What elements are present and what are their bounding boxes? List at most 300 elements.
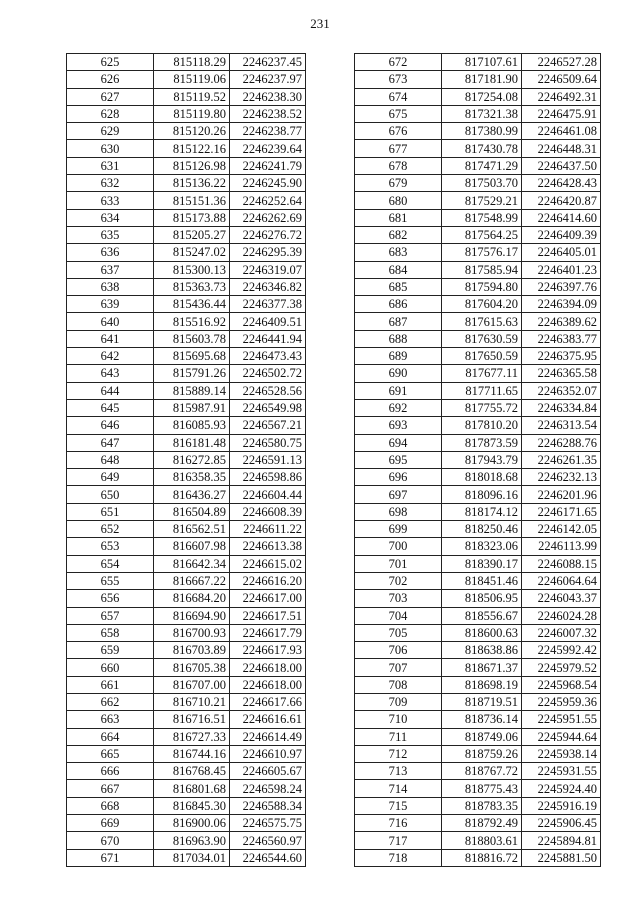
y-coordinate-cell: 2245979.52 [522, 659, 601, 676]
y-coordinate-cell: 2246588.34 [230, 797, 306, 814]
y-coordinate-cell: 2246405.01 [522, 244, 601, 261]
point-number-cell: 686 [355, 296, 442, 313]
x-coordinate-cell: 817630.59 [442, 330, 522, 347]
point-number-cell: 641 [67, 330, 154, 347]
point-number-cell: 701 [355, 555, 442, 572]
x-coordinate-cell: 815300.13 [154, 261, 230, 278]
y-coordinate-cell: 2246238.77 [230, 123, 306, 140]
table-row [355, 226, 601, 243]
table-row [355, 71, 601, 88]
point-number-cell: 711 [355, 728, 442, 745]
table-row [67, 71, 306, 88]
y-coordinate-cell: 2246262.69 [230, 209, 306, 226]
table-row [67, 399, 306, 416]
x-coordinate-cell: 817034.01 [154, 849, 230, 866]
y-coordinate-cell: 2246238.30 [230, 88, 306, 105]
y-coordinate-cell: 2246334.84 [522, 399, 601, 416]
y-coordinate-cell: 2246475.91 [522, 105, 601, 122]
table-row [67, 365, 306, 382]
coordinates-table-right [354, 53, 601, 867]
table-row [67, 382, 306, 399]
point-number-cell: 629 [67, 123, 154, 140]
y-coordinate-cell: 2245924.40 [522, 780, 601, 797]
table-row [67, 175, 306, 192]
y-coordinate-cell: 2245959.36 [522, 693, 601, 710]
y-coordinate-cell: 2246604.44 [230, 486, 306, 503]
x-coordinate-cell: 816963.90 [154, 832, 230, 849]
point-number-cell: 716 [355, 815, 442, 832]
y-coordinate-cell: 2246232.13 [522, 469, 601, 486]
table-row [67, 486, 306, 503]
table-row [67, 797, 306, 814]
y-coordinate-cell: 2245931.55 [522, 763, 601, 780]
table-row [355, 711, 601, 728]
table-row [355, 486, 601, 503]
x-coordinate-cell: 815151.36 [154, 192, 230, 209]
y-coordinate-cell: 2246295.39 [230, 244, 306, 261]
table-row [67, 849, 306, 866]
table-row [355, 607, 601, 624]
table-row [355, 624, 601, 641]
point-number-cell: 684 [355, 261, 442, 278]
x-coordinate-cell: 818018.68 [442, 469, 522, 486]
y-coordinate-cell: 2246064.64 [522, 572, 601, 589]
y-coordinate-cell: 2245894.81 [522, 832, 601, 849]
y-coordinate-cell: 2246409.51 [230, 313, 306, 330]
y-coordinate-cell: 2246615.02 [230, 555, 306, 572]
x-coordinate-cell: 816705.38 [154, 659, 230, 676]
x-coordinate-cell: 817711.65 [442, 382, 522, 399]
x-coordinate-cell: 816694.90 [154, 607, 230, 624]
x-coordinate-cell: 817585.94 [442, 261, 522, 278]
point-number-cell: 633 [67, 192, 154, 209]
x-coordinate-cell: 818775.43 [442, 780, 522, 797]
y-coordinate-cell: 2246238.52 [230, 105, 306, 122]
x-coordinate-cell: 816562.51 [154, 521, 230, 538]
y-coordinate-cell: 2245951.55 [522, 711, 601, 728]
table-row [355, 503, 601, 520]
table-row [67, 555, 306, 572]
point-number-cell: 678 [355, 157, 442, 174]
point-number-cell: 650 [67, 486, 154, 503]
table-row [67, 503, 306, 520]
table-row [355, 54, 601, 71]
point-number-cell: 677 [355, 140, 442, 157]
point-number-cell: 699 [355, 521, 442, 538]
x-coordinate-cell: 818816.72 [442, 849, 522, 866]
y-coordinate-cell: 2246617.66 [230, 693, 306, 710]
x-coordinate-cell: 817755.72 [442, 399, 522, 416]
table-row [355, 278, 601, 295]
table-row [355, 399, 601, 416]
x-coordinate-cell: 816667.22 [154, 572, 230, 589]
table-row [67, 538, 306, 555]
point-number-cell: 703 [355, 590, 442, 607]
point-number-cell: 626 [67, 71, 154, 88]
x-coordinate-cell: 818451.46 [442, 572, 522, 589]
table-row [355, 451, 601, 468]
y-coordinate-cell: 2245881.50 [522, 849, 601, 866]
point-number-cell: 704 [355, 607, 442, 624]
point-number-cell: 712 [355, 745, 442, 762]
point-number-cell: 690 [355, 365, 442, 382]
y-coordinate-cell: 2246428.43 [522, 175, 601, 192]
y-coordinate-cell: 2246437.50 [522, 157, 601, 174]
point-number-cell: 691 [355, 382, 442, 399]
table-row [67, 278, 306, 295]
point-number-cell: 681 [355, 209, 442, 226]
point-number-cell: 695 [355, 451, 442, 468]
table-row [355, 815, 601, 832]
y-coordinate-cell: 2245968.54 [522, 676, 601, 693]
x-coordinate-cell: 816744.16 [154, 745, 230, 762]
point-number-cell: 687 [355, 313, 442, 330]
x-coordinate-cell: 818390.17 [442, 555, 522, 572]
x-coordinate-cell: 816272.85 [154, 451, 230, 468]
x-coordinate-cell: 816801.68 [154, 780, 230, 797]
table-row [67, 348, 306, 365]
point-number-cell: 664 [67, 728, 154, 745]
x-coordinate-cell: 817529.21 [442, 192, 522, 209]
x-coordinate-cell: 817548.99 [442, 209, 522, 226]
table-row [355, 434, 601, 451]
table-row [355, 555, 601, 572]
x-coordinate-cell: 816684.20 [154, 590, 230, 607]
table-row [67, 659, 306, 676]
y-coordinate-cell: 2246591.13 [230, 451, 306, 468]
point-number-cell: 657 [67, 607, 154, 624]
point-number-cell: 667 [67, 780, 154, 797]
point-number-cell: 662 [67, 693, 154, 710]
point-number-cell: 627 [67, 88, 154, 105]
table-row [355, 417, 601, 434]
y-coordinate-cell: 2246237.45 [230, 54, 306, 71]
table-row [67, 417, 306, 434]
y-coordinate-cell: 2246389.62 [522, 313, 601, 330]
table-row [67, 140, 306, 157]
point-number-cell: 676 [355, 123, 442, 140]
x-coordinate-cell: 815603.78 [154, 330, 230, 347]
y-coordinate-cell: 2246605.67 [230, 763, 306, 780]
x-coordinate-cell: 817430.78 [442, 140, 522, 157]
x-coordinate-cell: 815122.16 [154, 140, 230, 157]
x-coordinate-cell: 816900.06 [154, 815, 230, 832]
table-row [67, 728, 306, 745]
x-coordinate-cell: 817471.29 [442, 157, 522, 174]
y-coordinate-cell: 2246245.90 [230, 175, 306, 192]
point-number-cell: 692 [355, 399, 442, 416]
point-number-cell: 705 [355, 624, 442, 641]
table-row [355, 797, 601, 814]
table-row [67, 296, 306, 313]
table-row [67, 607, 306, 624]
point-number-cell: 660 [67, 659, 154, 676]
x-coordinate-cell: 818767.72 [442, 763, 522, 780]
point-number-cell: 631 [67, 157, 154, 174]
point-number-cell: 683 [355, 244, 442, 261]
x-coordinate-cell: 817650.59 [442, 348, 522, 365]
y-coordinate-cell: 2246142.05 [522, 521, 601, 538]
point-number-cell: 636 [67, 244, 154, 261]
x-coordinate-cell: 818096.16 [442, 486, 522, 503]
point-number-cell: 656 [67, 590, 154, 607]
x-coordinate-cell: 815119.06 [154, 71, 230, 88]
point-number-cell: 714 [355, 780, 442, 797]
x-coordinate-cell: 815126.98 [154, 157, 230, 174]
point-number-cell: 697 [355, 486, 442, 503]
y-coordinate-cell: 2246580.75 [230, 434, 306, 451]
x-coordinate-cell: 816727.33 [154, 728, 230, 745]
table-row [67, 469, 306, 486]
y-coordinate-cell: 2246043.37 [522, 590, 601, 607]
table-row [355, 780, 601, 797]
table-row [67, 676, 306, 693]
y-coordinate-cell: 2246261.35 [522, 451, 601, 468]
x-coordinate-cell: 817503.70 [442, 175, 522, 192]
y-coordinate-cell: 2246288.76 [522, 434, 601, 451]
table-row [355, 469, 601, 486]
y-coordinate-cell: 2246409.39 [522, 226, 601, 243]
y-coordinate-cell: 2246509.64 [522, 71, 601, 88]
y-coordinate-cell: 2246113.99 [522, 538, 601, 555]
y-coordinate-cell: 2246528.56 [230, 382, 306, 399]
y-coordinate-cell: 2246171.65 [522, 503, 601, 520]
y-coordinate-cell: 2246448.31 [522, 140, 601, 157]
point-number-cell: 643 [67, 365, 154, 382]
point-number-cell: 661 [67, 676, 154, 693]
x-coordinate-cell: 818638.86 [442, 642, 522, 659]
point-number-cell: 689 [355, 348, 442, 365]
table-row [67, 226, 306, 243]
y-coordinate-cell: 2246239.64 [230, 140, 306, 157]
x-coordinate-cell: 817181.90 [442, 71, 522, 88]
table-row [67, 711, 306, 728]
x-coordinate-cell: 815136.22 [154, 175, 230, 192]
x-coordinate-cell: 818719.51 [442, 693, 522, 710]
y-coordinate-cell: 2246549.98 [230, 399, 306, 416]
table-row [67, 763, 306, 780]
point-number-cell: 647 [67, 434, 154, 451]
point-number-cell: 646 [67, 417, 154, 434]
point-number-cell: 680 [355, 192, 442, 209]
x-coordinate-cell: 815889.14 [154, 382, 230, 399]
point-number-cell: 685 [355, 278, 442, 295]
y-coordinate-cell: 2246377.38 [230, 296, 306, 313]
table-row [67, 330, 306, 347]
table-row [67, 192, 306, 209]
point-number-cell: 649 [67, 469, 154, 486]
y-coordinate-cell: 2246420.87 [522, 192, 601, 209]
x-coordinate-cell: 815120.26 [154, 123, 230, 140]
table-row [355, 382, 601, 399]
point-number-cell: 639 [67, 296, 154, 313]
y-coordinate-cell: 2246276.72 [230, 226, 306, 243]
y-coordinate-cell: 2246346.82 [230, 278, 306, 295]
point-number-cell: 630 [67, 140, 154, 157]
point-number-cell: 637 [67, 261, 154, 278]
table-row [67, 745, 306, 762]
y-coordinate-cell: 2246614.49 [230, 728, 306, 745]
table-row [67, 451, 306, 468]
point-number-cell: 713 [355, 763, 442, 780]
x-coordinate-cell: 817576.17 [442, 244, 522, 261]
point-number-cell: 672 [355, 54, 442, 71]
y-coordinate-cell: 2246617.93 [230, 642, 306, 659]
point-number-cell: 707 [355, 659, 442, 676]
point-number-cell: 702 [355, 572, 442, 589]
y-coordinate-cell: 2246007.32 [522, 624, 601, 641]
x-coordinate-cell: 818792.49 [442, 815, 522, 832]
table-row [355, 642, 601, 659]
x-coordinate-cell: 818736.14 [442, 711, 522, 728]
table-row [355, 157, 601, 174]
y-coordinate-cell: 2246613.38 [230, 538, 306, 555]
x-coordinate-cell: 816504.89 [154, 503, 230, 520]
table-row [67, 244, 306, 261]
table-row [67, 261, 306, 278]
point-number-cell: 694 [355, 434, 442, 451]
y-coordinate-cell: 2245944.64 [522, 728, 601, 745]
x-coordinate-cell: 816845.30 [154, 797, 230, 814]
point-number-cell: 635 [67, 226, 154, 243]
table-row [355, 313, 601, 330]
y-coordinate-cell: 2246618.00 [230, 659, 306, 676]
x-coordinate-cell: 816181.48 [154, 434, 230, 451]
x-coordinate-cell: 818803.61 [442, 832, 522, 849]
table-row [355, 745, 601, 762]
point-number-cell: 651 [67, 503, 154, 520]
table-row [67, 209, 306, 226]
table-row [67, 572, 306, 589]
point-number-cell: 628 [67, 105, 154, 122]
table-row [355, 693, 601, 710]
x-coordinate-cell: 818506.95 [442, 590, 522, 607]
table-row [67, 590, 306, 607]
point-number-cell: 648 [67, 451, 154, 468]
point-number-cell: 715 [355, 797, 442, 814]
table-row [355, 192, 601, 209]
x-coordinate-cell: 816085.93 [154, 417, 230, 434]
point-number-cell: 674 [355, 88, 442, 105]
y-coordinate-cell: 2246237.97 [230, 71, 306, 88]
table-row [355, 348, 601, 365]
table-row [67, 780, 306, 797]
point-number-cell: 670 [67, 832, 154, 849]
x-coordinate-cell: 817321.38 [442, 105, 522, 122]
table-row [355, 296, 601, 313]
point-number-cell: 698 [355, 503, 442, 520]
point-number-cell: 632 [67, 175, 154, 192]
point-number-cell: 638 [67, 278, 154, 295]
table-row [355, 123, 601, 140]
x-coordinate-cell: 818759.26 [442, 745, 522, 762]
table-row [355, 105, 601, 122]
y-coordinate-cell: 2246401.23 [522, 261, 601, 278]
x-coordinate-cell: 818783.35 [442, 797, 522, 814]
y-coordinate-cell: 2246352.07 [522, 382, 601, 399]
x-coordinate-cell: 816436.27 [154, 486, 230, 503]
table-row [355, 763, 601, 780]
x-coordinate-cell: 818250.46 [442, 521, 522, 538]
x-coordinate-cell: 815516.92 [154, 313, 230, 330]
table-row [355, 659, 601, 676]
table-row [355, 140, 601, 157]
y-coordinate-cell: 2245906.45 [522, 815, 601, 832]
point-number-cell: 706 [355, 642, 442, 659]
y-coordinate-cell: 2246618.00 [230, 676, 306, 693]
y-coordinate-cell: 2246616.61 [230, 711, 306, 728]
y-coordinate-cell: 2246394.09 [522, 296, 601, 313]
point-number-cell: 644 [67, 382, 154, 399]
y-coordinate-cell: 2246088.15 [522, 555, 601, 572]
point-number-cell: 696 [355, 469, 442, 486]
x-coordinate-cell: 816768.45 [154, 763, 230, 780]
point-number-cell: 675 [355, 105, 442, 122]
x-coordinate-cell: 817810.20 [442, 417, 522, 434]
point-number-cell: 718 [355, 849, 442, 866]
x-coordinate-cell: 817564.25 [442, 226, 522, 243]
point-number-cell: 679 [355, 175, 442, 192]
x-coordinate-cell: 815987.91 [154, 399, 230, 416]
table-row [67, 88, 306, 105]
x-coordinate-cell: 816642.34 [154, 555, 230, 572]
table-row [67, 313, 306, 330]
table-row [355, 572, 601, 589]
table-row [355, 330, 601, 347]
table-row [355, 209, 601, 226]
point-number-cell: 652 [67, 521, 154, 538]
y-coordinate-cell: 2246252.64 [230, 192, 306, 209]
y-coordinate-cell: 2246616.20 [230, 572, 306, 589]
y-coordinate-cell: 2246617.79 [230, 624, 306, 641]
x-coordinate-cell: 817604.20 [442, 296, 522, 313]
y-coordinate-cell: 2246610.97 [230, 745, 306, 762]
y-coordinate-cell: 2246461.08 [522, 123, 601, 140]
point-number-cell: 682 [355, 226, 442, 243]
point-number-cell: 708 [355, 676, 442, 693]
y-coordinate-cell: 2246492.31 [522, 88, 601, 105]
y-coordinate-cell: 2246617.51 [230, 607, 306, 624]
x-coordinate-cell: 816703.89 [154, 642, 230, 659]
table-row [355, 244, 601, 261]
x-coordinate-cell: 816607.98 [154, 538, 230, 555]
x-coordinate-cell: 818174.12 [442, 503, 522, 520]
y-coordinate-cell: 2246383.77 [522, 330, 601, 347]
table-row [355, 728, 601, 745]
point-number-cell: 659 [67, 642, 154, 659]
x-coordinate-cell: 818671.37 [442, 659, 522, 676]
y-coordinate-cell: 2246527.28 [522, 54, 601, 71]
x-coordinate-cell: 815791.26 [154, 365, 230, 382]
point-number-cell: 688 [355, 330, 442, 347]
x-coordinate-cell: 816707.00 [154, 676, 230, 693]
table-row [67, 624, 306, 641]
table-row [67, 693, 306, 710]
x-coordinate-cell: 816710.21 [154, 693, 230, 710]
point-number-cell: 693 [355, 417, 442, 434]
point-number-cell: 634 [67, 209, 154, 226]
x-coordinate-cell: 817380.99 [442, 123, 522, 140]
y-coordinate-cell: 2245916.19 [522, 797, 601, 814]
table-row [67, 815, 306, 832]
x-coordinate-cell: 816700.93 [154, 624, 230, 641]
table-row [67, 434, 306, 451]
x-coordinate-cell: 815436.44 [154, 296, 230, 313]
y-coordinate-cell: 2246414.60 [522, 209, 601, 226]
table-row [355, 590, 601, 607]
table-row [355, 261, 601, 278]
table-row [67, 54, 306, 71]
